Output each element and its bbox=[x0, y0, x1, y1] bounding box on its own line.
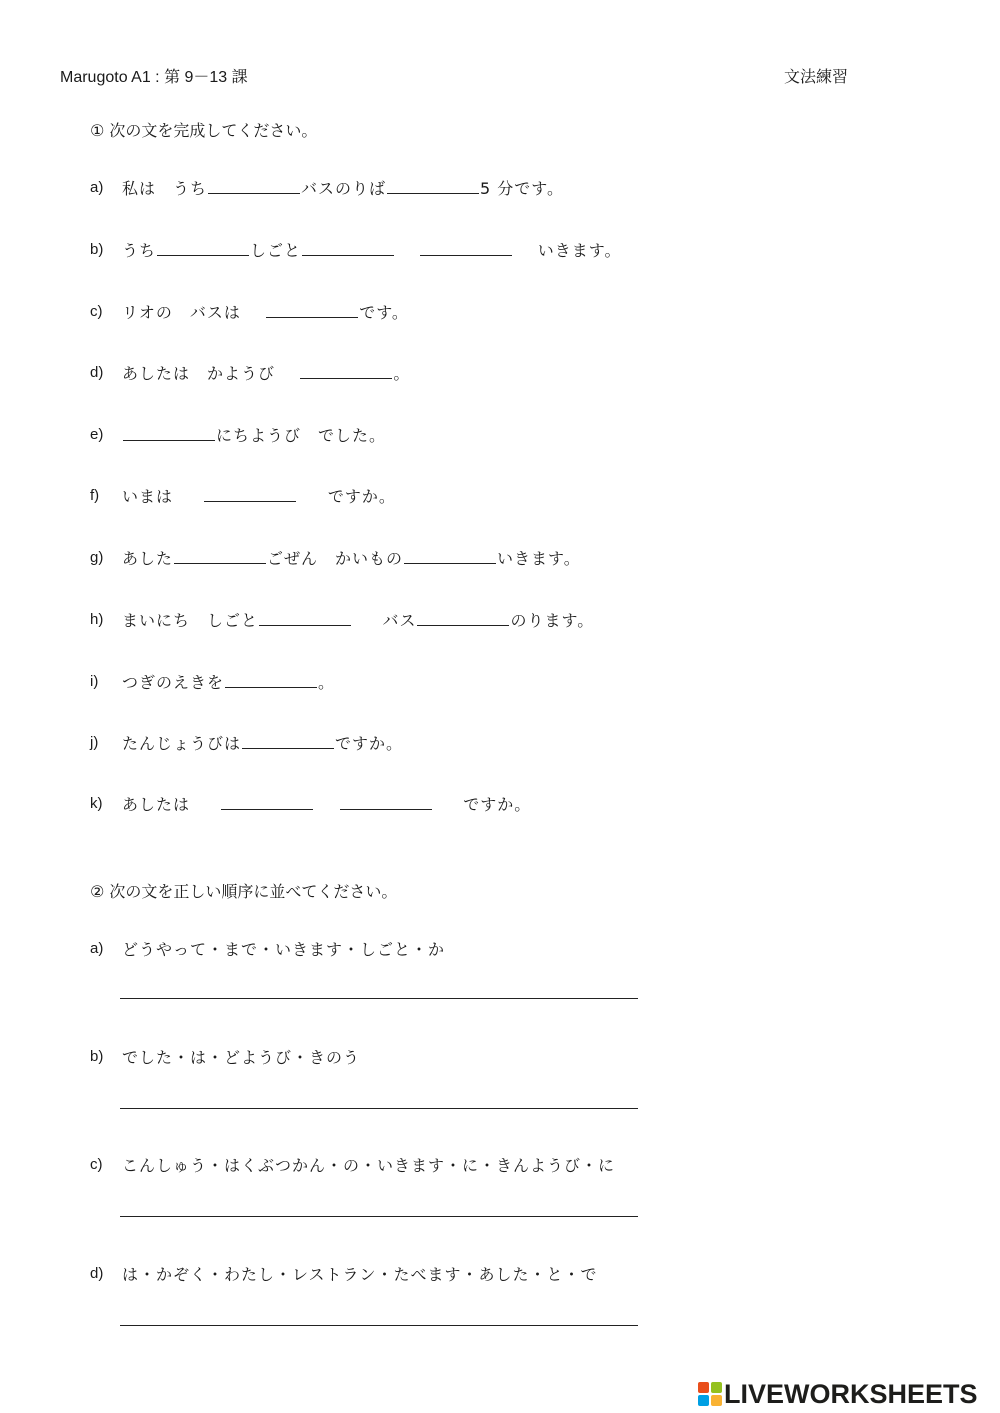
item-label: d) bbox=[90, 364, 104, 381]
section2-title: ② 次の文を正しい順序に並べてください。 bbox=[90, 882, 398, 901]
sentence-text: いきます。 bbox=[537, 241, 622, 260]
answer-blank[interactable] bbox=[242, 747, 334, 749]
logo-tile bbox=[698, 1382, 709, 1393]
sentence-1i bbox=[122, 670, 335, 693]
sentence-text: 5 分です。 bbox=[480, 179, 565, 198]
sentence-text: うち bbox=[122, 241, 157, 260]
sentence-1c bbox=[122, 300, 409, 323]
scrambled-words: でした・は・どようび・きのう bbox=[122, 1048, 361, 1067]
answer-line[interactable] bbox=[120, 1325, 638, 1326]
answer-blank[interactable] bbox=[208, 192, 300, 194]
item-label: a) bbox=[90, 940, 104, 957]
sentence-1d bbox=[122, 361, 410, 384]
sentence-text: しごと bbox=[250, 241, 302, 260]
section1-title: ① 次の文を完成してください。 bbox=[90, 121, 318, 140]
answer-blank[interactable] bbox=[302, 254, 394, 256]
answer-blank[interactable] bbox=[123, 439, 215, 441]
answer-blank[interactable] bbox=[417, 624, 509, 626]
worksheet-header-left: Marugoto A1 : 第 9－13 課 bbox=[60, 69, 248, 86]
item-label: c) bbox=[90, 303, 103, 320]
sentence-text: バスのりば bbox=[301, 179, 387, 198]
sentence-text: ですか。 bbox=[327, 487, 396, 506]
answer-blank[interactable] bbox=[174, 562, 266, 564]
answer-blank[interactable] bbox=[404, 562, 496, 564]
item-label: k) bbox=[90, 795, 103, 812]
liveworksheets-logo-icon bbox=[698, 1382, 722, 1406]
logo-tile bbox=[698, 1395, 709, 1406]
item-label: g) bbox=[90, 549, 104, 566]
logo-tile bbox=[711, 1382, 722, 1393]
sentence-text: のります。 bbox=[510, 611, 595, 630]
answer-line[interactable] bbox=[120, 1108, 638, 1109]
item-label: b) bbox=[90, 241, 104, 258]
sentence-text: リオの バスは bbox=[122, 303, 241, 322]
sentence-1k bbox=[122, 792, 531, 815]
item-label: c) bbox=[90, 1156, 103, 1173]
answer-blank[interactable] bbox=[340, 808, 432, 810]
sentence-text: です。 bbox=[359, 303, 409, 322]
sentence-text: ですか。 bbox=[463, 795, 532, 814]
scrambled-words: どうやって・まで・いきます・しごと・か bbox=[122, 940, 446, 959]
sentence-1j bbox=[122, 731, 403, 754]
sentence-1f bbox=[122, 484, 396, 507]
item-label: i) bbox=[90, 673, 99, 690]
answer-blank[interactable] bbox=[387, 192, 479, 194]
sentence-text: つぎのえきを bbox=[122, 673, 225, 692]
sentence-1g bbox=[122, 546, 581, 569]
logo-text: LIVEWORKSHEETS bbox=[724, 1378, 978, 1409]
sentence-1b bbox=[122, 238, 621, 261]
sentence-text: いきます。 bbox=[497, 549, 581, 568]
answer-blank[interactable] bbox=[204, 500, 296, 502]
sentence-text: まいにち しごと bbox=[122, 611, 259, 630]
item-label: a) bbox=[90, 179, 104, 196]
sentence-1a bbox=[122, 176, 564, 199]
answer-blank[interactable] bbox=[259, 624, 351, 626]
sentence-text: あした bbox=[122, 549, 174, 568]
sentence-text: あしたは bbox=[122, 795, 191, 814]
answer-blank[interactable] bbox=[225, 686, 317, 688]
item-label: b) bbox=[90, 1048, 104, 1065]
scrambled-words: こんしゅう・はくぶつかん・の・いきます・に・きんようび・に bbox=[122, 1156, 616, 1175]
answer-line[interactable] bbox=[120, 1216, 638, 1217]
answer-blank[interactable] bbox=[157, 254, 249, 256]
sentence-text: バス bbox=[382, 611, 417, 630]
sentence-text: ごぜん かいもの bbox=[267, 549, 404, 568]
worksheet-header-right: 文法練習 bbox=[784, 67, 849, 86]
answer-blank[interactable] bbox=[266, 316, 358, 318]
item-label: h) bbox=[90, 611, 104, 628]
answer-blank[interactable] bbox=[420, 254, 512, 256]
item-label: j) bbox=[90, 734, 99, 751]
sentence-text: あしたは かようび bbox=[122, 364, 276, 383]
answer-line[interactable] bbox=[120, 998, 638, 999]
sentence-text: ですか。 bbox=[335, 734, 404, 753]
answer-blank[interactable] bbox=[221, 808, 313, 810]
liveworksheets-logo bbox=[698, 1378, 978, 1410]
item-label: e) bbox=[90, 426, 104, 443]
sentence-1h bbox=[122, 608, 594, 631]
sentence-text: 私は うち bbox=[122, 179, 208, 198]
sentence-text: 。 bbox=[393, 364, 411, 383]
answer-blank[interactable] bbox=[300, 377, 392, 379]
item-label: f) bbox=[90, 487, 100, 504]
scrambled-words: は・かぞく・わたし・レストラン・たべます・あした・と・で bbox=[122, 1265, 598, 1284]
sentence-text: たんじょうびは bbox=[122, 734, 242, 753]
sentence-text: にちようび でした。 bbox=[216, 426, 387, 445]
item-label: d) bbox=[90, 1265, 104, 1282]
sentence-text: いまは bbox=[122, 487, 174, 506]
logo-tile bbox=[711, 1395, 722, 1406]
sentence-text: 。 bbox=[318, 673, 336, 692]
sentence-1e bbox=[122, 423, 386, 446]
